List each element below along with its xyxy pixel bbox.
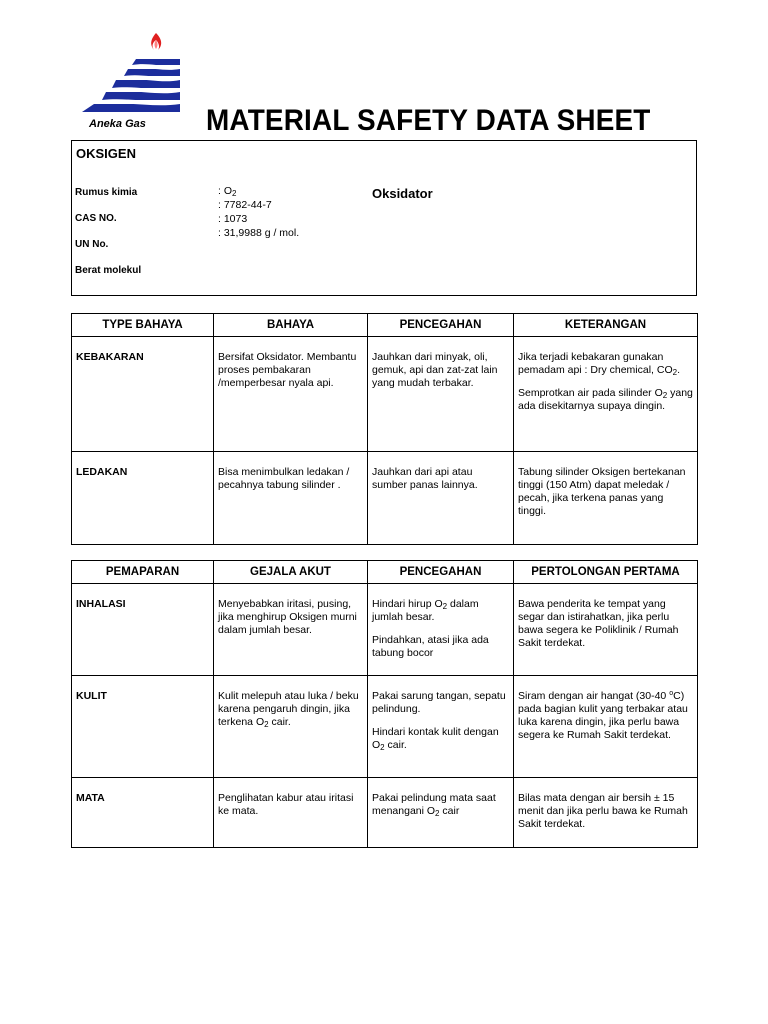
- substance-info-box: [71, 140, 697, 296]
- cell-paragraph: Pakai pelindung mata saat menangani $O_2$ cair: [372, 792, 496, 818]
- cell-paragraph: Hindari kontak kulit dengan $O_2$ cair.: [372, 726, 499, 752]
- table-cell: [368, 584, 514, 676]
- table-row: [72, 778, 698, 848]
- table-cell: [214, 778, 368, 848]
- column-header: GEJALA AKUT: [214, 561, 368, 584]
- info-label-un: UN No.: [75, 239, 109, 250]
- info-value-weight: : 31,9988 g / mol.: [218, 227, 300, 239]
- info-value-cas: : 7782-44-7: [218, 199, 272, 211]
- row-label: KULIT: [72, 676, 214, 778]
- hazard-classification: Oksidator: [372, 186, 433, 201]
- aneka-gas-logo-icon: [80, 30, 190, 120]
- column-header: PENCEGAHAN: [368, 314, 514, 337]
- cell-paragraph: Jika terjadi kebakaran gunakan pemadam api : Dry chemical, $CO_2$.: [518, 351, 681, 377]
- row-label: INHALASI: [72, 584, 214, 676]
- table-cell: [368, 337, 514, 452]
- cell-paragraph: Bawa penderita ke tempat yang segar dan istirahatkan, jika perlu bawa segera ke Poliklinik / Rumah Sakit terdekat.: [518, 598, 679, 649]
- column-header: PEMAPARAN: [72, 561, 214, 584]
- row-label: KEBAKARAN: [72, 337, 214, 452]
- table-cell: [514, 452, 698, 545]
- hazard-table-header: [72, 314, 698, 337]
- company-logo: [80, 30, 190, 134]
- cell-paragraph: Siram dengan air hangat (30-40 $^o$C) pada bagian kulit yang terbakar atau luka karena dingin, jika perlu bawa segera ke Rumah Sakit terdekat.: [518, 690, 688, 741]
- cell-paragraph: Hindari hirup $O_2$ dalam jumlah besar.: [372, 598, 479, 623]
- column-header: KETERANGAN: [514, 314, 698, 337]
- cell-paragraph: Semprotkan air pada silinder $O_2$ yang ada disekitarnya supaya dingin.: [518, 387, 693, 412]
- cell-paragraph: Jauhkan dari minyak, oli, gemuk, api dan zat-zat lain yang mudah terbakar.: [372, 351, 498, 389]
- table-cell: [368, 778, 514, 848]
- table-cell: [514, 778, 698, 848]
- cell-paragraph: Pakai sarung tangan, sepatu pelindung.: [372, 690, 506, 715]
- cell-paragraph: Penglihatan kabur atau iritasi ke mata.: [218, 792, 354, 817]
- info-label-formula: Rumus kimia: [75, 187, 138, 198]
- column-header: PENCEGAHAN: [368, 561, 514, 584]
- document-title: MATERIAL SAFETY DATA SHEET: [206, 104, 651, 137]
- column-header: PERTOLONGAN PERTAMA: [514, 561, 698, 584]
- table-cell: [514, 337, 698, 452]
- info-label-cas: CAS NO.: [75, 213, 117, 224]
- row-label: MATA: [72, 778, 214, 848]
- cell-paragraph: Menyebabkan iritasi, pusing, jika menghirup Oksigen murni dalam jumlah besar.: [218, 598, 357, 636]
- table-cell: [214, 676, 368, 778]
- cell-paragraph: Tabung silinder Oksigen bertekanan tinggi (150 Atm) dapat meledak / pecah, jika terkena panas yang tinggi.: [518, 466, 686, 517]
- info-value-un: : 1073: [218, 213, 248, 225]
- table-row: [72, 676, 698, 778]
- info-label-weight: Berat molekul: [75, 265, 142, 276]
- cell-paragraph: Pindahkan, atasi jika ada tabung bocor: [372, 634, 489, 659]
- table-cell: [514, 584, 698, 676]
- logo-text: Aneka Gas: [89, 118, 146, 130]
- column-header: BAHAYA: [214, 314, 368, 337]
- table-cell: [368, 676, 514, 778]
- cell-paragraph: Jauhkan dari api atau sumber panas lainnya.: [372, 466, 478, 491]
- row-label: LEDAKAN: [72, 452, 214, 545]
- table-cell: [514, 676, 698, 778]
- exposure-table-header: [72, 561, 698, 584]
- cell-paragraph: Kulit melepuh atau luka / beku karena pengaruh dingin, jika terkena $O_2$ cair.: [218, 690, 359, 729]
- hazard-table: [71, 313, 698, 545]
- cell-paragraph: Bersifat Oksidator. Membantu proses pembakaran /memperbesar nyala api.: [218, 351, 357, 389]
- table-row: [72, 337, 698, 452]
- column-header: TYPE BAHAYA: [72, 314, 214, 337]
- info-value-formula: : $O_2$: [218, 185, 237, 198]
- table-cell: [214, 452, 368, 545]
- table-cell: [214, 584, 368, 676]
- table-row: [72, 452, 698, 545]
- cell-paragraph: Bilas mata dengan air bersih ± 15 menit dan jika perlu bawa ke Rumah Sakit terdekat.: [518, 792, 688, 830]
- substance-name: OKSIGEN: [76, 146, 136, 161]
- cell-paragraph: Bisa menimbulkan ledakan / pecahnya tabung silinder .: [218, 466, 350, 491]
- table-row: [72, 584, 698, 676]
- exposure-table: [71, 560, 698, 848]
- table-cell: [368, 452, 514, 545]
- table-cell: [214, 337, 368, 452]
